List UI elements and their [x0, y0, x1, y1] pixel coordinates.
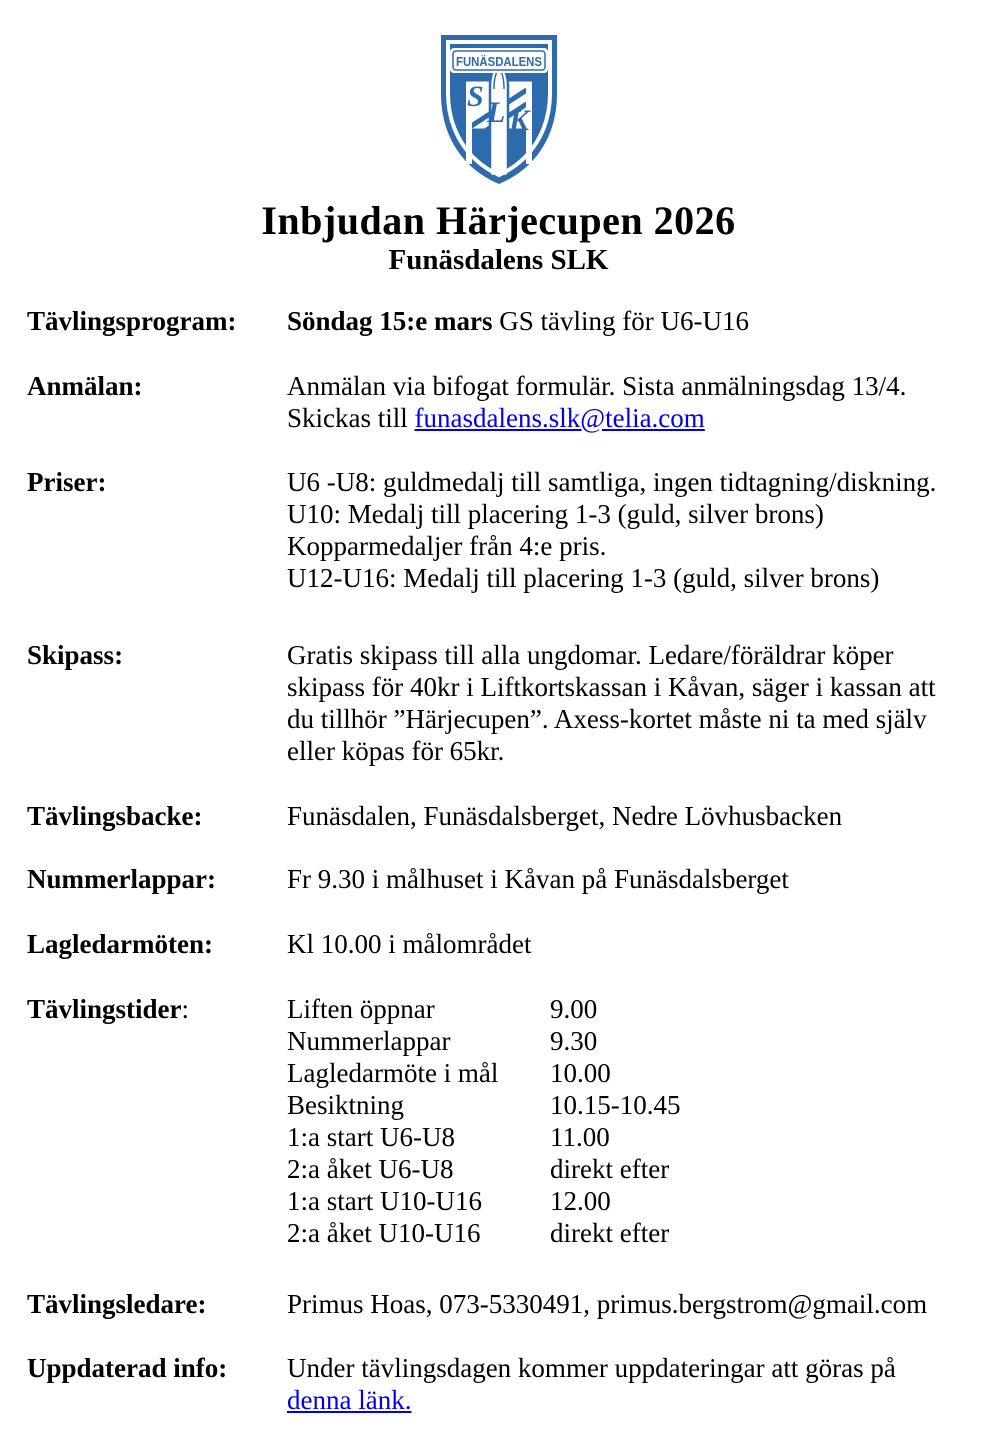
priser-line: U10: Medalj till placering 1-3 (guld, silver brons) — [287, 499, 824, 529]
section-lagledarmoten — [27, 928, 970, 960]
skipass-line: skipass för 40kr i Liftkortskassan i Kåvan, säger i kassan att — [287, 672, 936, 702]
priser-line: Kopparmedaljer från 4:e pris. — [287, 531, 607, 561]
page-title: Inbjudan Härjecupen 2026 — [261, 198, 736, 243]
label-skipass: Skipass: — [27, 640, 124, 670]
section-skipass — [27, 639, 970, 767]
tavlingsledare-text: Primus Hoas, 073-5330491, primus.bergstrom@gmail.com — [287, 1289, 928, 1319]
logo-banner-text: FUNÄSDALENS — [455, 54, 542, 69]
label-lagledarmoten: Lagledarmöten: — [27, 929, 213, 959]
schedule-row: 1:a start U10-U16 12.00 — [287, 1186, 611, 1216]
program-text: GS tävling för U6-U16 — [492, 306, 749, 336]
label-tavlingstider: Tävlingstider: — [27, 994, 190, 1024]
section-anmalan — [27, 370, 970, 434]
label-tavlingsbacke: Tävlingsbacke: — [27, 801, 203, 831]
info-link[interactable]: denna länk. — [287, 1385, 412, 1415]
logo-letter-l: L — [486, 96, 505, 129]
nummerlappar-text: Fr 9.30 i målhuset i Kåvan på Funäsdalsberget — [287, 864, 789, 894]
section-tavlingsprogram — [27, 305, 970, 337]
page-subtitle: Funäsdalens SLK — [388, 244, 609, 276]
section-nummerlappar — [27, 863, 970, 895]
schedule-table — [287, 993, 970, 1249]
schedule-row: Liften öppnar 9.00 — [287, 994, 598, 1024]
logo-letter-k: K — [508, 104, 529, 137]
info-line1: Under tävlingsdagen kommer uppdateringar att göras på — [287, 1353, 896, 1383]
label-anmalan: Anmälan: — [27, 371, 143, 401]
email-link[interactable]: funasdalens.slk@telia.com — [414, 403, 705, 433]
tavlingsbacke-text: Funäsdalen, Funäsdalsberget, Nedre Lövhusbacken — [287, 801, 843, 831]
schedule-row: Besiktning 10.15-10.45 — [287, 1090, 681, 1120]
priser-line: U6 -U8: guldmedalj till samtliga, ingen tidtagning/diskning. — [287, 467, 937, 497]
anmalan-line1: Anmälan via bifogat formulär. Sista anmälningsdag 13/4. — [287, 371, 907, 401]
label-nummerlappar: Nummerlappar: — [27, 864, 216, 894]
label-tavlingsprogram: Tävlingsprogram: — [27, 306, 237, 336]
schedule-row: Lagledarmöte i mål 10.00 — [287, 1058, 611, 1088]
section-priser — [27, 466, 970, 594]
label-uppdaterad-info: Uppdaterad info: — [27, 1353, 228, 1383]
section-tavlingsbacke — [27, 800, 970, 832]
label-tavlingsledare: Tävlingsledare: — [27, 1289, 207, 1319]
schedule-row: 1:a start U6-U8 11.00 — [287, 1122, 610, 1152]
skipass-line: eller köpas för 65kr. — [287, 736, 505, 766]
anmalan-line2-prefix: Skickas till — [287, 403, 415, 433]
schedule-row: Nummerlappar 9.30 — [287, 1026, 598, 1056]
section-uppdaterad-info — [27, 1352, 970, 1416]
section-tavlingstider — [27, 993, 970, 1249]
lagledarmoten-text: Kl 10.00 i målområdet — [287, 929, 532, 959]
program-date: Söndag 15:e mars — [287, 306, 493, 336]
skipass-line: du tillhör ”Härjecupen”. Axess-kortet måste ni ta med själv — [287, 704, 927, 734]
priser-line: U12-U16: Medalj till placering 1-3 (guld, silver brons) — [287, 563, 880, 593]
skipass-line: Gratis skipass till alla ungdomar. Ledare/föräldrar köper — [287, 640, 894, 670]
logo-letter-s: S — [466, 80, 484, 113]
schedule-row: 2:a åket U6-U8 direkt efter — [287, 1154, 670, 1184]
schedule-row: 2:a åket U10-U16 direkt efter — [287, 1218, 670, 1248]
section-tavlingsledare — [27, 1288, 970, 1320]
logo-container — [27, 32, 970, 188]
label-priser: Priser: — [27, 467, 107, 497]
funasdalens-slk-shield-icon — [435, 32, 563, 188]
